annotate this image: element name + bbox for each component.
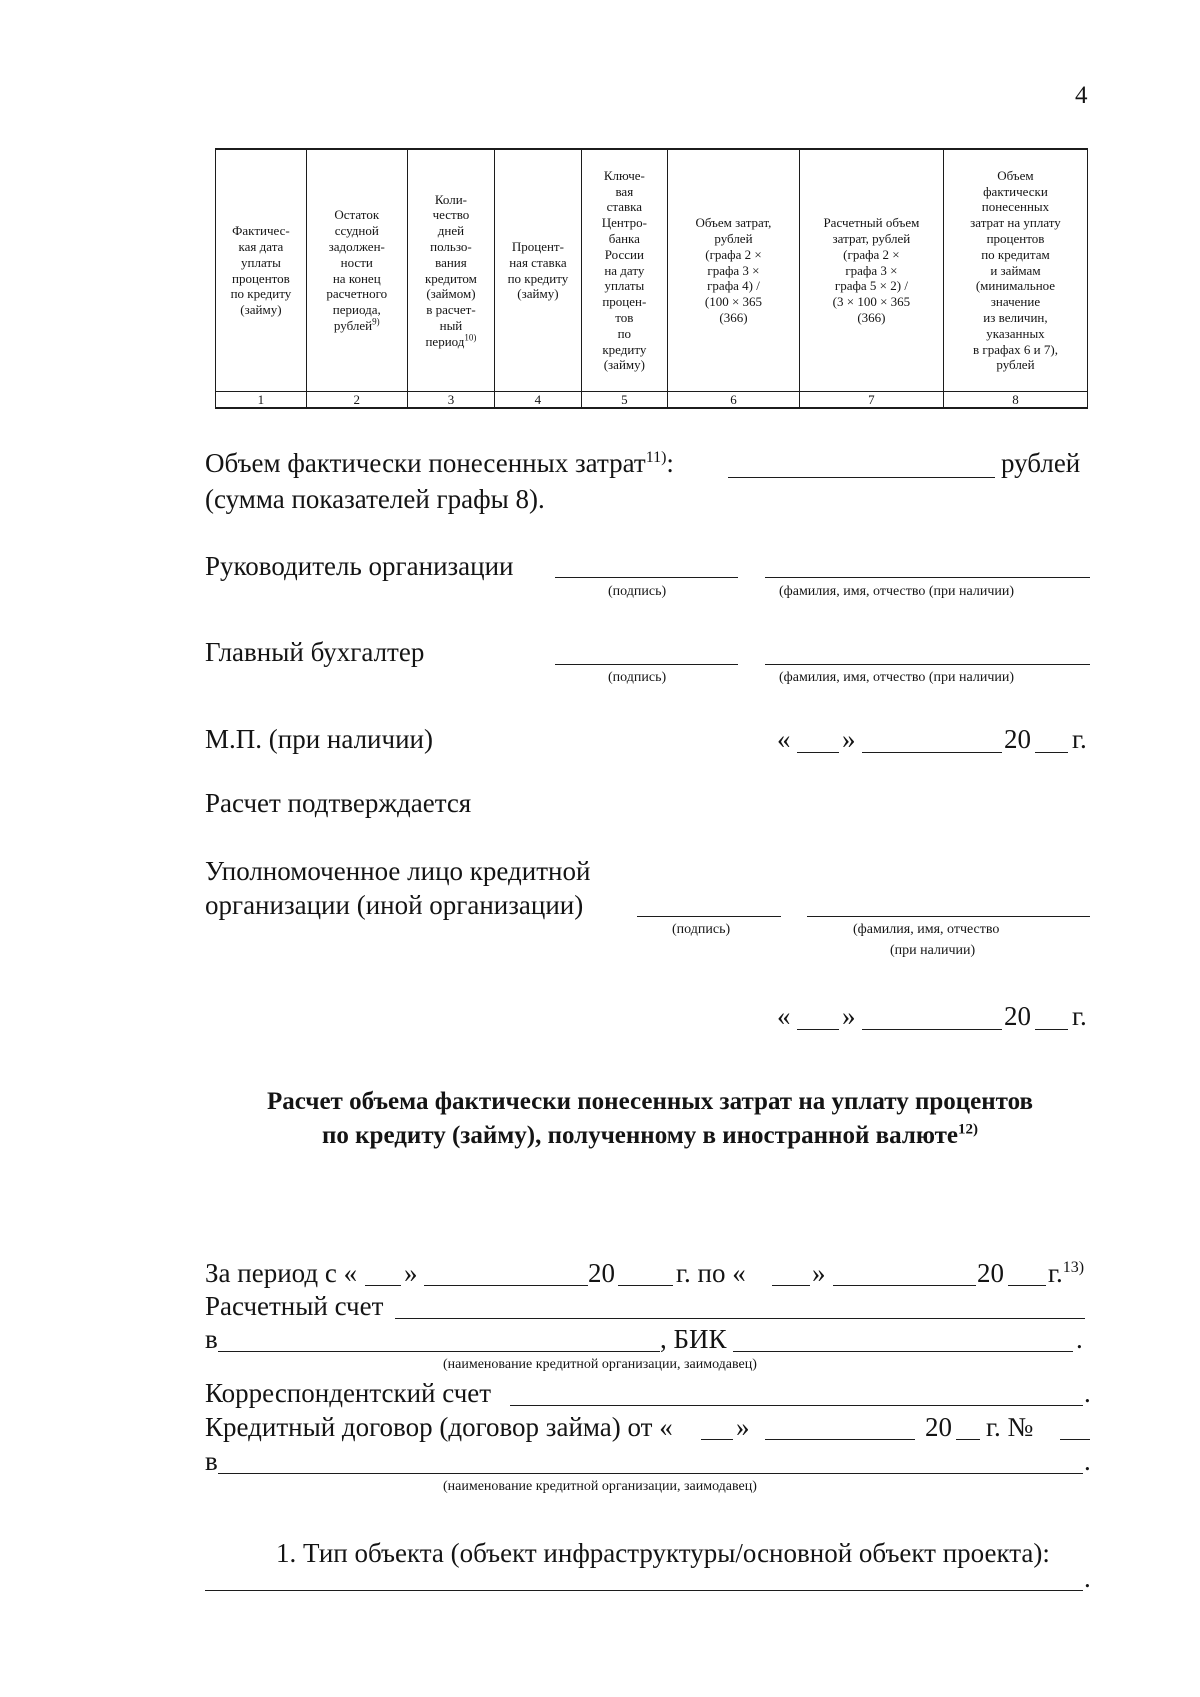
bik-field[interactable] [733,1351,1073,1352]
table-number-row [216,392,1088,409]
head-signature-field[interactable] [555,577,738,578]
period-quote-close: » [404,1258,418,1288]
bank-caption: (наименование кредитной организации, заимодавец) [443,1357,757,1372]
account-field[interactable] [395,1318,1085,1319]
date-suffix: г. [1072,724,1087,754]
dot: . [1084,1378,1091,1408]
section-title-line2: по кредиту (займу), полученному в иностранной валюте$^{12)}$ [321,1121,979,1149]
loan-day-field[interactable] [701,1439,733,1440]
date-close-quote: » [842,1001,856,1031]
date2-day-field[interactable] [797,1029,839,1030]
date2-month-field[interactable] [862,1029,1002,1030]
period-prefix: За период с « [205,1258,358,1288]
fio-caption-line1: (фамилия, имя, отчество [853,922,1000,937]
loan-close-quote: » [736,1412,750,1442]
authorized-fio-field[interactable] [807,916,1090,917]
in-label: в [205,1446,218,1476]
bank-name-field[interactable] [218,1351,660,1352]
date-suffix: г. [1072,1001,1087,1031]
signature-caption: (подпись) [672,922,731,937]
fio-caption: (фамилия, имя, отчество (при наличии) [779,584,1015,599]
in-label: в [205,1324,218,1354]
table-header-cell: Расчетный объем затрат, рублей (графа 2 × графа 3 × графа 5 × 2) / (3 × 100 × 365 (366) [799,149,943,392]
date-year-field[interactable] [1035,752,1068,753]
costs-sum-note: (сумма показателей графы 8). [205,484,545,514]
period-start-year-field[interactable] [618,1285,673,1286]
cost-table [215,148,1088,409]
authorized-signature-field[interactable] [637,916,781,917]
period-year: 20 [977,1258,1004,1288]
bank-caption: (наименование кредитной организации, заимодавец) [443,1479,757,1494]
loan-month-field[interactable] [765,1439,915,1440]
period-start-month-field[interactable] [424,1285,588,1286]
column-number: 5 [581,392,667,409]
date-year-prefix: 20 [1004,724,1031,754]
table-header-cell: Ключе- вая ставка Центро- банка России на дату уплаты процен- тов по кредиту (займу) [581,149,667,392]
table-header-row [216,149,1088,392]
costs-amount-field[interactable] [728,477,995,478]
loan-suffix: г. № [986,1412,1034,1442]
signature-caption: (подпись) [608,584,667,599]
chief-accountant-label: Главный бухгалтер [205,637,425,667]
accountant-fio-field[interactable] [765,664,1090,665]
head-org-label: Руководитель организации [205,551,514,581]
period-end-day-field[interactable] [772,1285,810,1286]
column-number: 1 [216,392,307,409]
column-number: 7 [799,392,943,409]
table-header-cell: Процент- ная ставка по кредиту (займу) [495,149,581,392]
table-header-cell: Коли- чество дней пользо- вания кредитом (займом) в расчет- ный период$^{10)}$ [407,149,495,392]
stamp-label: М.П. (при наличии) [205,724,433,754]
table-header-cell: Объем затрат, рублей (графа 2 × графа 3 × графа 4) / (100 × 365 (366) [668,149,800,392]
column-number: 2 [306,392,407,409]
table-header-cell: Остаток ссудной задолжен- ности на конец расчетного периода, рублей$^{9)}$ [306,149,407,392]
costs-label: Объем фактически понесенных затрат$^{11)}$: [205,448,674,478]
date-open-quote: « [777,1001,791,1031]
fio-caption-line2: (при наличии) [890,943,976,958]
object-type-field[interactable] [205,1590,1083,1591]
accountant-signature-field[interactable] [555,664,738,665]
loan-year-field[interactable] [956,1439,980,1440]
period-mid: г. по « [676,1258,746,1288]
account-label: Расчетный счет [205,1291,384,1321]
confirmed-label: Расчет подтверждается [205,788,472,818]
column-number: 3 [407,392,495,409]
date-close-quote: » [842,724,856,754]
loan-year: 20 [925,1412,952,1442]
date-day-field[interactable] [797,752,839,753]
date2-year-field[interactable] [1035,1029,1068,1030]
period-end-suffix: г.$^{13)}$ [1048,1258,1085,1288]
date-month-field[interactable] [862,752,1002,753]
period-year: 20 [588,1258,615,1288]
table-header-cell: Объем фактически понесенных затрат на уплату процентов по кредитам и займам (минимальное значение из величин, указанных в графах 6 и 7), рублей [943,149,1087,392]
period-end-year-field[interactable] [1008,1285,1046,1286]
section-title-line1: Расчет объема фактически понесенных затрат на уплату процентов [266,1088,1034,1115]
column-number: 4 [495,392,581,409]
section-title [170,1085,1130,1153]
page-number: 4 [1075,82,1088,109]
lender-name-field[interactable] [218,1473,1083,1474]
loan-prefix: Кредитный договор (договор займа) от « [205,1412,673,1442]
authorized-label-line1: Уполномоченное лицо кредитной [205,856,591,886]
date-year-prefix: 20 [1004,1001,1031,1031]
column-number: 6 [668,392,800,409]
dot: . [1084,1446,1091,1476]
column-number: 8 [943,392,1087,409]
fio-caption: (фамилия, имя, отчество (при наличии) [779,670,1015,685]
head-fio-field[interactable] [765,577,1090,578]
period-end-month-field[interactable] [833,1285,976,1286]
loan-number-field[interactable] [1060,1439,1090,1440]
authorized-label-line2: организации (иной организации) [205,890,584,920]
corr-account-label: Корреспондентский счет [205,1378,492,1408]
corr-account-field[interactable] [510,1405,1083,1406]
dot: . [1084,1563,1091,1593]
bik-label: , БИК [660,1324,727,1354]
table-header-cell: Фактичес- кая дата уплаты процентов по кредиту (займу) [216,149,307,392]
signature-caption: (подпись) [608,670,667,685]
period-start-day-field[interactable] [365,1285,401,1286]
costs-unit: рублей [1001,448,1081,478]
object-type-label: 1. Тип объекта (объект инфраструктуры/основной объект проекта): [276,1538,1050,1568]
period-quote-close: » [812,1258,826,1288]
dot: . [1076,1324,1083,1354]
date-open-quote: « [777,724,791,754]
